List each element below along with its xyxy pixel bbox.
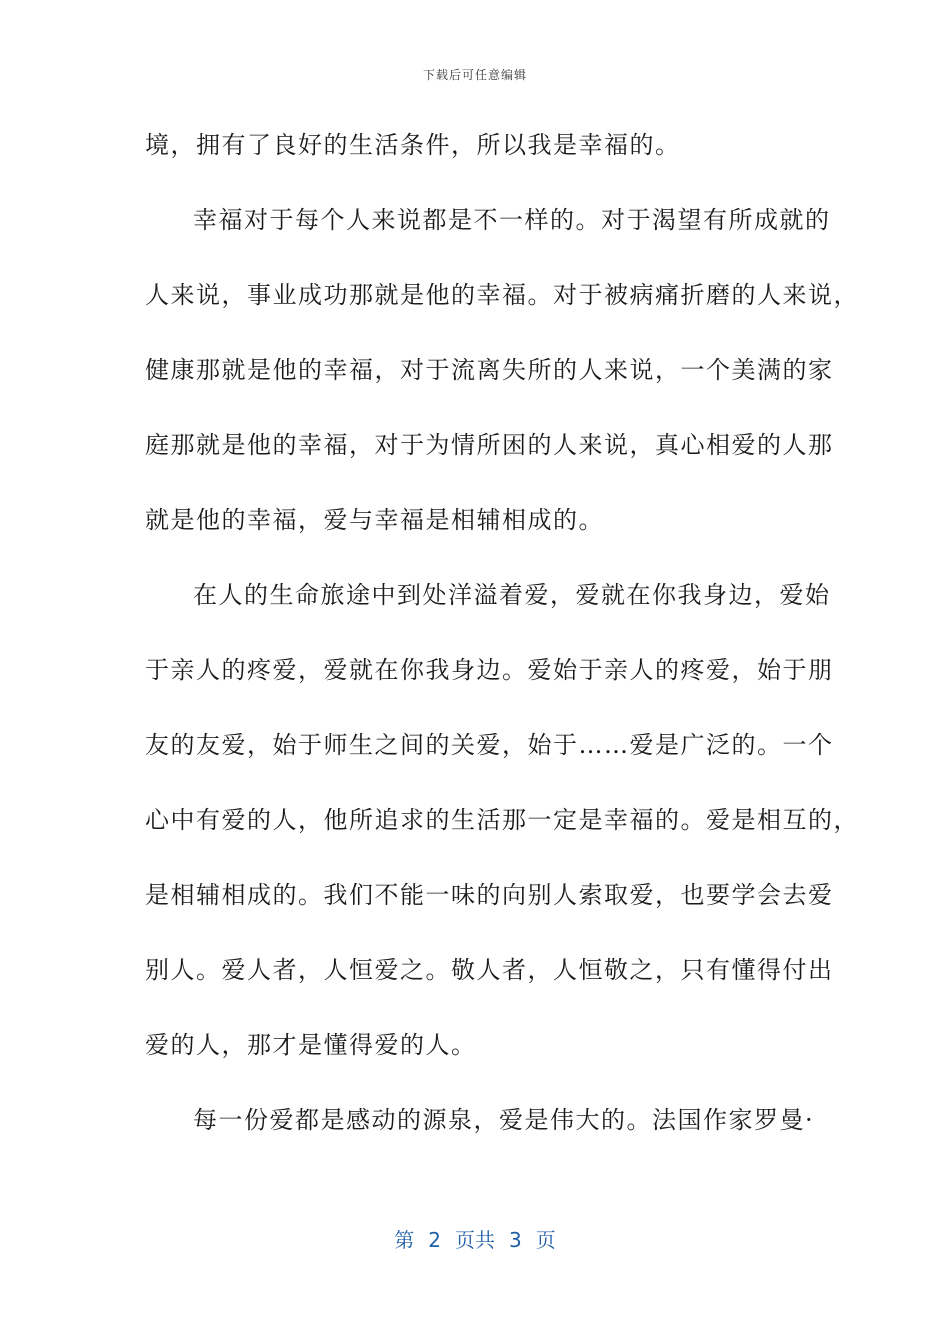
text-line: 是相辅相成的。我们不能一味的向别人索取爱，也要学会去爱 (145, 881, 834, 909)
header-note: 下载后可任意编辑 (422, 68, 527, 82)
footer-middle: 页共 (455, 1228, 495, 1252)
page-footer (0, 1224, 950, 1253)
text-line: 心中有爱的人，他所追求的生活那一定是幸福的。爱是相互的， (145, 806, 859, 834)
text-line: 境，拥有了良好的生活条件，所以我是幸福的。 (145, 131, 681, 159)
text-line: 爱的人，那才是懂得爱的人。 (145, 1031, 477, 1059)
text-line: 友的友爱，始于师生之间的关爱，始于……爱是广泛的。一个 (145, 731, 834, 759)
footer-prefix: 第 (394, 1228, 415, 1252)
text-line: 别人。爱人者，人恒爱之。敬人者，人恒敬之，只有懂得付出 (145, 956, 834, 984)
text-line: 每一份爱都是感动的源泉，爱是伟大的。法国作家罗曼· (193, 1106, 815, 1134)
text-line: 幸福对于每个人来说都是不一样的。对于渴望有所成就的 (193, 206, 831, 234)
text-line: 人来说，事业成功那就是他的幸福。对于被病痛折磨的人来说， (145, 281, 859, 309)
footer-suffix: 页 (535, 1228, 556, 1252)
total-pages-number: 3 (509, 1228, 522, 1252)
text-line: 就是他的幸福，爱与幸福是相辅相成的。 (145, 506, 604, 534)
current-page-number: 2 (428, 1228, 441, 1252)
text-line: 在人的生命旅途中到处洋溢着爱，爱就在你我身边，爱始 (193, 581, 831, 609)
text-line: 健康那就是他的幸福，对于流离失所的人来说，一个美满的家 (145, 356, 834, 384)
text-line: 于亲人的疼爱，爱就在你我身边。爱始于亲人的疼爱，始于朋 (145, 656, 834, 684)
text-line: 庭那就是他的幸福，对于为情所困的人来说，真心相爱的人那 (145, 431, 834, 459)
